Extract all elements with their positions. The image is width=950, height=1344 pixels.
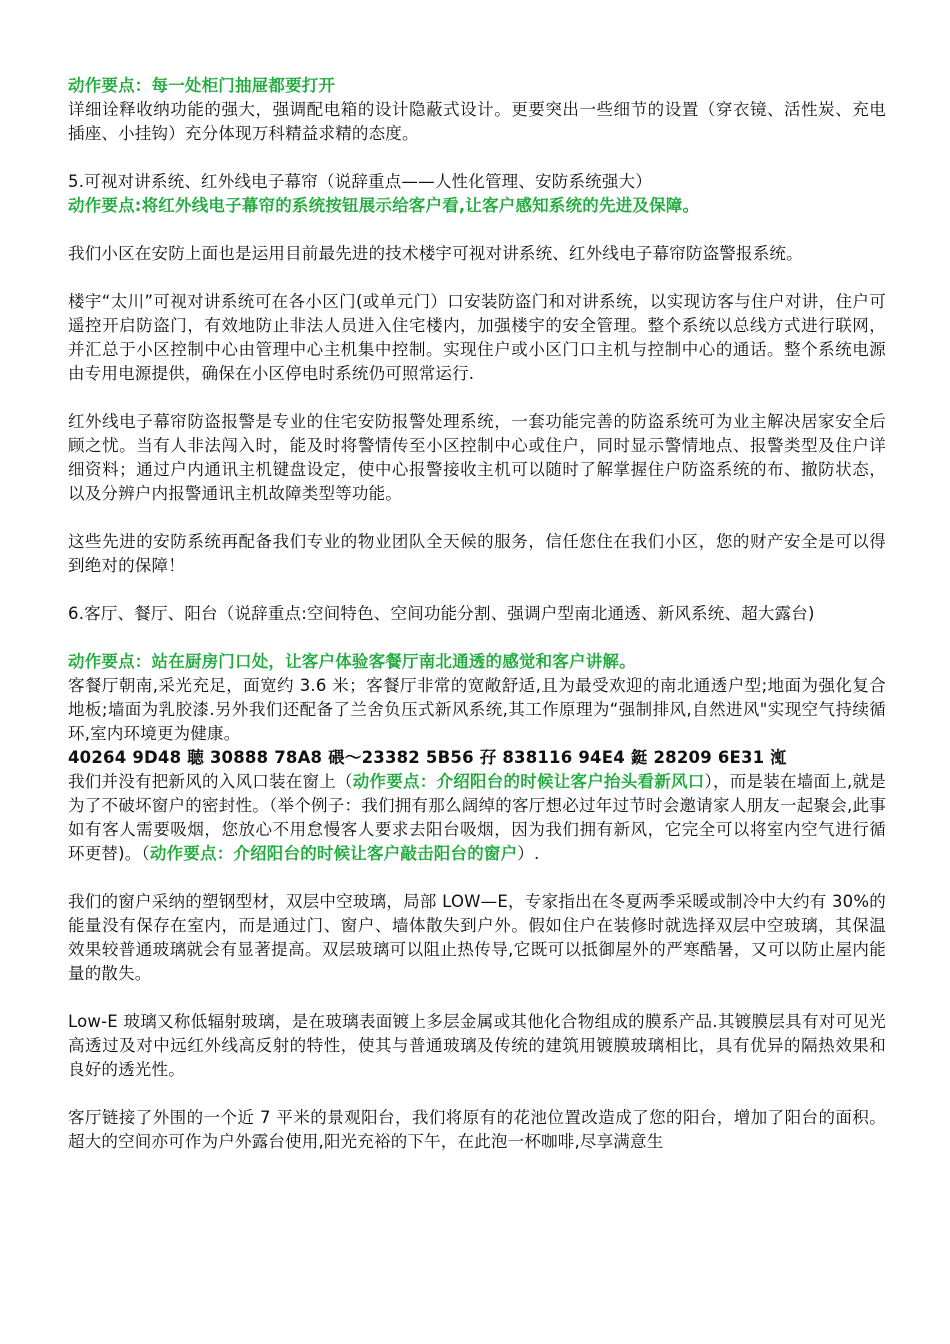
action-point-fresh-air-inlet: 动作要点：介绍阳台的时候让客户抬头看新风口 — [352, 772, 705, 791]
storage-paragraph: 详细诠释收纳功能的强大，强调配电箱的设计隐蔽式设计。更要突出一些细节的设置（穿衣镜、活性炭、充电插座、小挂钩）充分体现万科精益求精的态度。 — [68, 100, 886, 143]
document-page — [68, 74, 886, 1154]
spacer — [68, 266, 886, 290]
low-e-paragraph: Low-E 玻璃又称低辐射玻璃，是在玻璃表面镀上多层金属或其他化合物组成的膜系产品.其镀膜层具有对可见光高透过及对中远红外线高反射的特性，使其与普通玻璃及传统的建筑用镀膜玻璃相比，具有优异的隔热效果和良好的透光性。 — [68, 1012, 886, 1079]
balcony-paragraph: 客厅链接了外围的一个近 7 平米的景观阳台，我们将原有的花池位置改造成了您的阳台，增加了阳台的面积。超大的空间亦可作为户外露台使用,阳光充裕的下午，在此泡一杯咖啡,尽享满意生 — [68, 1108, 886, 1151]
spacer — [68, 626, 886, 650]
section-6-heading: 6.客厅、餐厅、阳台（说辞重点:空间特色、空间功能分割、强调户型南北通透、新风系统、超大露台) — [68, 604, 815, 623]
living-room-paragraph: 客餐厅朝南,采光充足，面宽约 3.6 米；客餐厅非常的宽敞舒适,且为最受欢迎的南北通透户型;地面为强化复合地板;墙面为乳胶漆.另外我们还配备了兰舍负压式新风系统,其工作原理为“强制排风,自然进风"实现空气持续循环,室内环境更为健康。 — [68, 676, 886, 743]
spacer — [68, 218, 886, 242]
window-paragraph: 我们的窗户采纳的塑钢型材，双层中空玻璃，局部 LOW—E，专家指出在冬夏两季采暖或制冷中大约有 30%的能量没有保存在室内，而是通过门、窗户、墙体散失到户外。假如住户在装修时就选择双层中空玻璃，其保温效果较普通玻璃就会有显著提高。双层玻璃可以阻止热传导,它既可以抵御屋外的严寒酷暑，又可以防止屋内能量的散失。 — [68, 892, 886, 983]
spacer — [68, 578, 886, 602]
action-point-cabinets: 动作要点：每一处柜门抽屉都要打开 — [68, 76, 336, 95]
spacer — [68, 386, 886, 410]
section-5-heading: 5.可视对讲系统、红外线电子幕帘（说辞重点——人性化管理、安防系统强大） — [68, 172, 652, 191]
spacer — [68, 986, 886, 1010]
action-point-living-room: 动作要点：站在厨房门口处，让客户体验客餐厅南北通透的感觉和客户讲解。 — [68, 652, 636, 671]
fresh-air-text-a: 我们并没有把新风的入风口装在窗上（ — [68, 772, 353, 791]
infrared-paragraph: 红外线电子幕帘防盗报警是专业的住宅安防报警处理系统，一套功能完善的防盗系统可为业主解决居家安全后顾之忧。当有人非法闯入时，能及时将警情传至小区控制中心或住户，同时显示警情地点、报警类型及住户详细资料；通过户内通讯主机键盘设定，使中心报警接收主机可以随时了解掌握住户防盗系统的布、撤防状态，以及分辨户内报警通讯主机故障类型等功能。 — [68, 412, 886, 503]
garbled-code-line: 40264 9D48 聴 30888 78A8 碨～23382 5B56 孖 838116 94E4 鋌 28209 6E31 渱 — [68, 748, 787, 767]
security-summary-paragraph: 这些先进的安防系统再配备我们专业的物业团队全天候的服务，信任您住在我们小区，您的财产安全是可以得到绝对的保障！ — [68, 532, 886, 575]
fresh-air-text-b: ），而是装在墙面上,就是为了不破坏窗户的密封性。（举个例子：我们拥有那么阔绰的客厅想必过年过节时会邀请家人朋友一起聚会,此事如有客人需要吸烟，您放心不用怠慢客人要求去阳台吸烟，因为我们拥有新风，它完全可以将室内空气进行循环更替)。（ — [68, 772, 886, 863]
spacer — [68, 506, 886, 530]
spacer — [68, 146, 886, 170]
fresh-air-paragraph — [68, 770, 886, 866]
action-point-intercom: 动作要点:将红外线电子幕帘的系统按钮展示给客户看,让客户感知系统的先进及保障。 — [68, 196, 700, 215]
fresh-air-text-c: ）. — [517, 844, 540, 863]
intercom-paragraph: 楼宇“太川”可视对讲系统可在各小区门(或单元门）口安装防盗门和对讲系统，以实现访客与住户对讲，住户可遥控开启防盗门，有效地防止非法人员进入住宅楼内，加强楼宇的安全管理。整个系统以总线方式进行联网，并汇总于小区控制中心由管理中心主机集中控制。实现住户或小区门口主机与控制中心的通话。整个系统电源由专用电源提供，确保在小区停电时系统仍可照常运行. — [68, 292, 886, 383]
spacer — [68, 1082, 886, 1106]
spacer — [68, 866, 886, 890]
action-point-balcony-window: 动作要点：介绍阳台的时候让客户敲击阳台的窗户 — [149, 844, 518, 863]
security-intro-paragraph: 我们小区在安防上面也是运用目前最先进的技术楼宇可视对讲系统、红外线电子幕帘防盗警报系统。 — [68, 244, 803, 263]
